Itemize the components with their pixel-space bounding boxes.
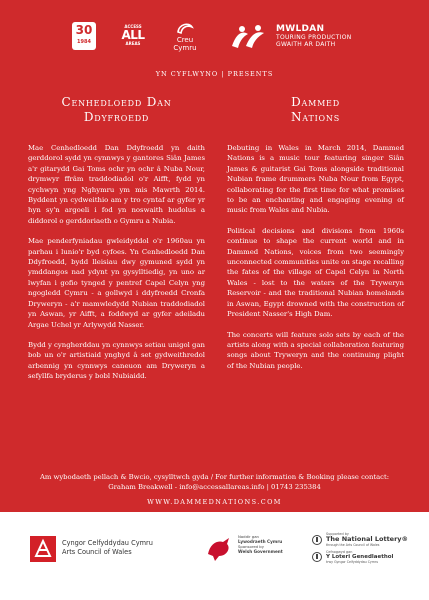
contact-info (20, 472, 409, 492)
wg-sponsored-welsh: Noddir gan (238, 534, 259, 539)
mwldan-logo-name: MWLDAN (276, 24, 325, 34)
access-logo-line1: ACCESS (124, 24, 142, 29)
welsh-column (28, 95, 205, 392)
creu-logo-line2: Cymru (173, 44, 197, 52)
welsh-title-line1: Cenhedloedd Dan (61, 95, 172, 109)
creu-cymru-logo (168, 22, 202, 52)
english-title-line1: Dammed (291, 95, 340, 109)
english-column (227, 95, 404, 381)
logo-bar (0, 22, 429, 64)
wg-name-english: Welsh Government (238, 549, 283, 554)
sponsor-footer (0, 512, 429, 600)
wg-sponsored-english: Sponsored by (238, 544, 264, 549)
english-paragraph: Debuting in Wales in March 2014, Dammed Nations is a music tour featuring singer Siân James & guitarist Gai Toms alongside traditional Nubian frame drummers Nuba Nour from Egypt, collaborating for the first time for what promises to be an enchanting and engaging evening of music from Wales and Nubia. (227, 144, 404, 215)
arts-council-wales-icon (30, 536, 56, 562)
lottery-trwy: trwy Gyngor Celfyddydau Cymru (326, 560, 379, 564)
lottery-cefnogwyd: Cefnogwyd gan (326, 550, 353, 554)
lottery-through: through the Arts Council of Wales (326, 543, 380, 547)
welsh-paragraph: Bydd y cyngherddau yn cynnwys setiau unigol gan bob un o'r artistiaid ynghyd â set gydweithredol arbennig yn cynnwys caneuon am Dryweryn a sefyllfa bryderus y bobl Nubiaidd. (28, 340, 205, 381)
english-paragraph: Political decisions and divisions from 1960s continue to shape the current world and in Dammed Nations, voices from two seemingly unconnected communities unite on stage recalling the fates of the village of Capel Celyn in North Wales - lost to the waters of the Tryweryn Reservoir - and the traditional Nubian homelands in Aswan, Egypt drowned with the construction of President Nasser's High Dam. (227, 226, 404, 319)
english-paragraph: The concerts will feature solo sets by each of the artists along with a special collaboration featuring songs about Tryweryn and the continuing plight of the Nubian people. (227, 330, 404, 370)
wg-name-welsh: Lywodraeth Cymru (238, 539, 283, 544)
welsh-paragraph: Mae Cenhedloedd Dan Ddyfroedd yn daith gerddorol sydd yn cynnwys y gantores Siân James a'r gitarydd Gai Toms ochr yn ochr â Nuba Nour, drymwyr ffrâm traddodiadol o'r Aifft, fydd yn cychwyn yng Nghymru ym mis Mawrth 2014. Byddent yn cydweithio am y tro cyntaf ar gyfer yr hyn sy'n argoeli i fod yn noswaith hudolus a diddorol o gerddoriaeth o Gymru a Nubia. (28, 144, 205, 225)
thirty-logo-number: 30 (75, 23, 93, 37)
presents-line: YN CYFLWYNO | PRESENTS (155, 70, 274, 78)
thirty-logo-year: 1984 (77, 39, 91, 45)
english-title (227, 95, 404, 125)
lottery-welsh-row (312, 550, 412, 564)
welsh-dragon-icon (205, 534, 233, 564)
welsh-title-line2: Ddyfroedd (83, 110, 150, 124)
arts-council-wales-logo (62, 539, 202, 557)
access-all-areas-logo (118, 24, 148, 47)
acw-welsh-name: Cyngor Celfyddydau Cymru (62, 539, 153, 547)
welsh-paragraph: Mae penderfyniadau gwleidyddol o'r 1960au yn parhau i lunio'r byd cyfoes. Yn Cenhedloedd Dan Ddyfroedd, bydd lleisiau dwy gymuned sydd yn ymddangos nad ydynt yn gysylltiedig, yn uno ar lwyfan i gofio tynged y pentref Capel Celyn yng ngogledd Cymru - a gollwyd i ddyfroedd Cronfa Dryweryn - a'r mamwledydd Nubian traddodiadol yn Aswan, yr Aifft, a foddwyd ar gyfer adeiladu Argae Uchel yr Arlywydd Nasser. (28, 237, 205, 329)
creu-cymru-icon (175, 22, 195, 36)
thirty-years-logo (72, 22, 96, 50)
creu-logo-line1: Creu (176, 36, 194, 44)
mwldan-logo-line2: TOURING PRODUCTION (276, 34, 352, 41)
acw-english-name: Arts Council of Wales (62, 548, 132, 556)
lottery-supported-by: Supported by (326, 532, 349, 536)
contact-line2[interactable]: Graham Breakwell - info@accessallareas.info | 01743 235384 (108, 483, 321, 491)
contact-line1: Am wybodaeth pellach & Bwcio, cysylltwch gyda / For further information & Booking please contact: (40, 473, 389, 481)
mwldan-logo-line3: GWAITH AR DAITH (276, 41, 336, 48)
welsh-government-logo (238, 534, 298, 554)
mwldan-logo (276, 24, 406, 48)
national-lottery-logo (312, 532, 412, 567)
mwldan-figures-icon (228, 24, 270, 50)
lottery-english-row (312, 532, 412, 547)
welsh-title (28, 95, 205, 125)
english-title-line2: Nations (291, 110, 340, 124)
access-logo-line3: AREAS (125, 41, 141, 46)
website-link[interactable]: WWW.DAMMEDNATIONS.COM (147, 498, 282, 506)
access-logo-line2: ALL (121, 28, 145, 42)
lottery-welsh-name: Y Loteri Genedlaethol (326, 554, 394, 560)
lottery-crossed-fingers-icon (312, 535, 322, 545)
lottery-crossed-fingers-icon (312, 552, 322, 562)
lottery-name: The National Lottery® (326, 535, 409, 543)
